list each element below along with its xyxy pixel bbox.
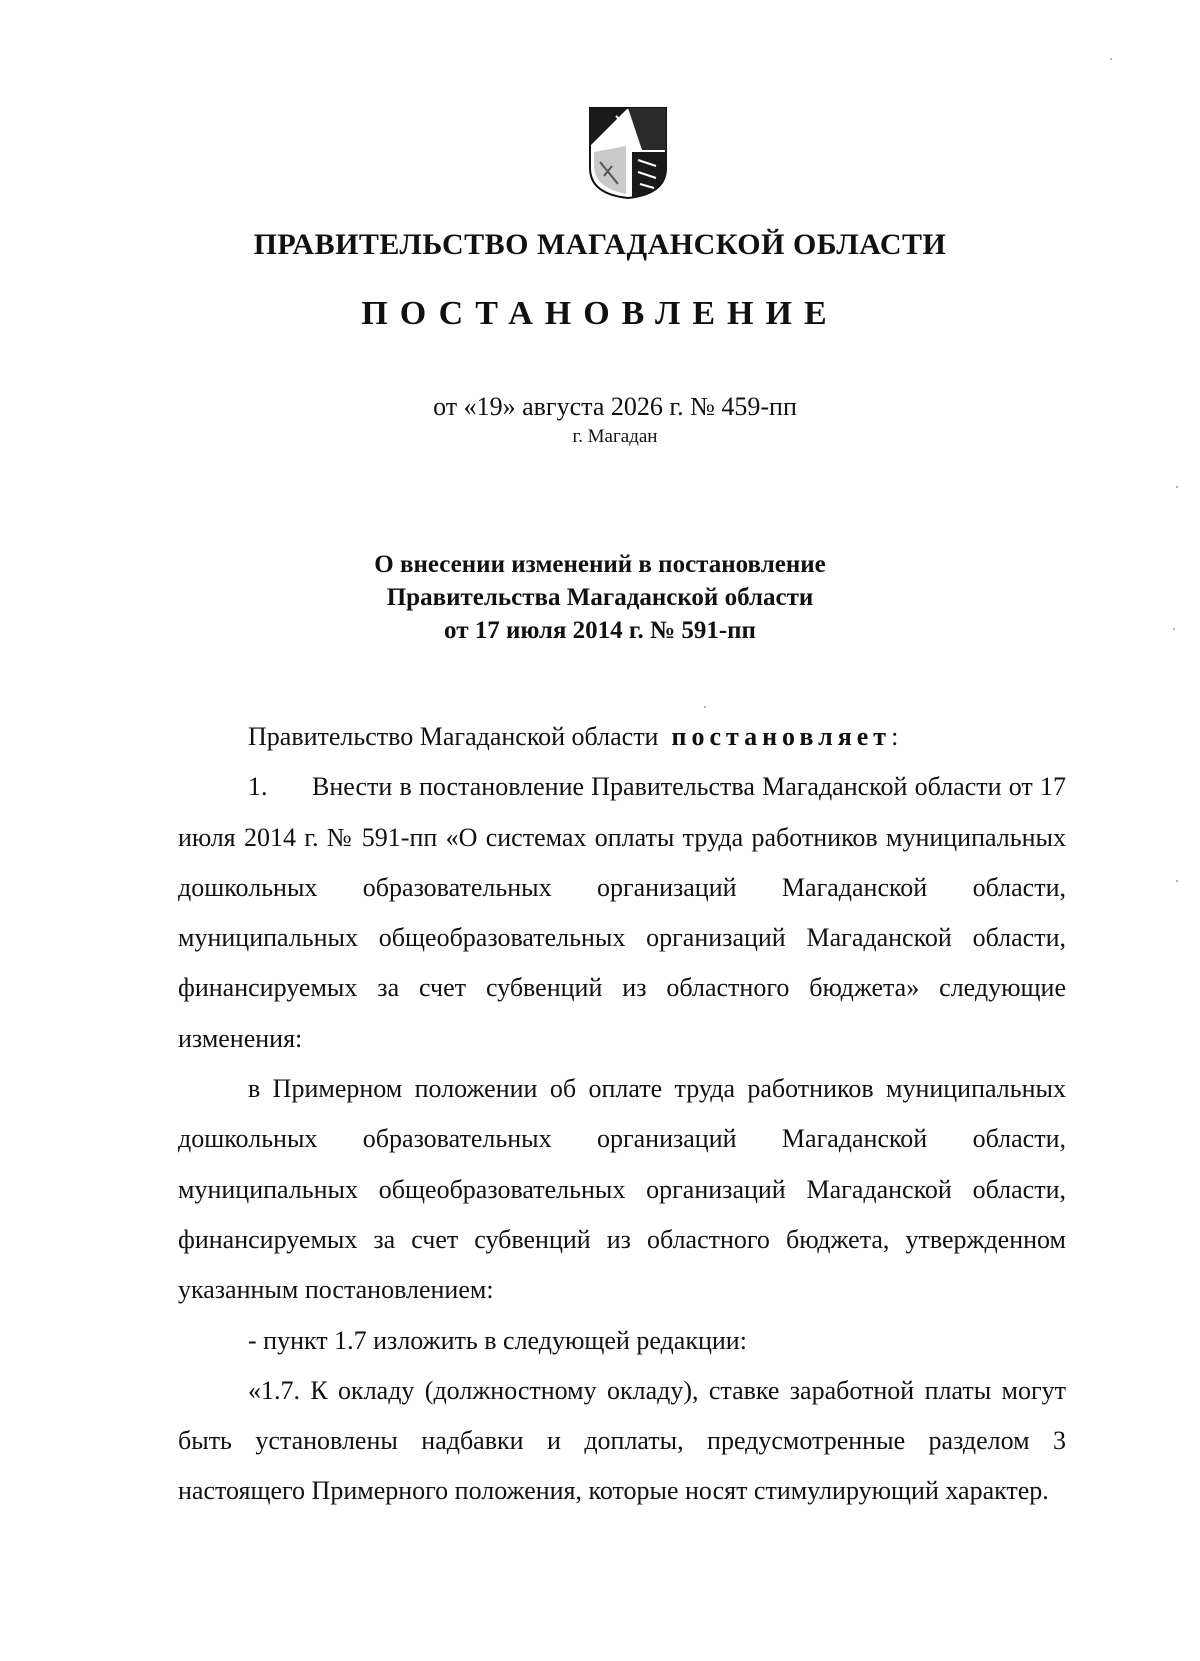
scan-speck bbox=[1176, 486, 1178, 488]
item-number: 1. bbox=[248, 772, 268, 802]
subject-line: О внесении изменений в постановление bbox=[374, 551, 826, 578]
paragraph: - пункт 1.7 изложить в следующей редакции: bbox=[248, 1325, 747, 1355]
preamble-verb: постановляет bbox=[671, 722, 892, 751]
paragraph: в Примерном положении об оплате труда работников муниципальных дошкольных образовательных организаций Магаданской области, муниципальных общеобразовательных организаций Магаданской области, финансируемых за счет субвенций из областного бюджета, утвержденном указанным постановлением: bbox=[178, 1074, 1066, 1305]
scan-speck bbox=[1173, 628, 1175, 630]
subject-line: от 17 июля 2014 г. № 591-пп bbox=[444, 617, 756, 644]
document-type: ПОСТАНОВЛЕНИЕ bbox=[361, 295, 839, 332]
document-city: г. Магадан bbox=[572, 426, 658, 447]
document-date-number: от «19» августа 2026 г. № 459-пп bbox=[433, 392, 797, 421]
item-1-paragraph bbox=[178, 762, 1066, 1064]
item-1-text: Внести в постановление Правительства Магаданской области от 17 июля 2014 г. № 591-пп «О системах оплаты труда работников муниципальных дошкольных образовательных организаций Магаданской области, муниципальных общеобразовательных организаций Магаданской области, финансируемых за счет субвенций из областного бюджета» следующие изменения: bbox=[178, 772, 1066, 1053]
paragraph: «1.7. К окладу (должностному окладу), ставке заработной платы могут быть установлены надбавки и доплаты, предусмотренные разделом 3 настоящего Примерного положения, которые носят стимулирующий характер. bbox=[178, 1375, 1066, 1506]
scan-speck bbox=[1110, 58, 1112, 60]
document-body bbox=[178, 712, 1066, 1517]
scan-speck bbox=[704, 706, 706, 708]
document-subject bbox=[0, 548, 1200, 647]
subject-line: Правительства Магаданской области bbox=[386, 584, 814, 611]
preamble-paragraph bbox=[178, 712, 1066, 762]
preamble-colon: : bbox=[891, 722, 899, 751]
scan-speck bbox=[1176, 880, 1178, 882]
preamble-text: Правительство Магаданской области bbox=[248, 722, 659, 751]
government-title: ПРАВИТЕЛЬСТВО МАГАДАНСКОЙ ОБЛАСТИ bbox=[253, 228, 947, 261]
coat-of-arms-emblem bbox=[586, 106, 670, 200]
